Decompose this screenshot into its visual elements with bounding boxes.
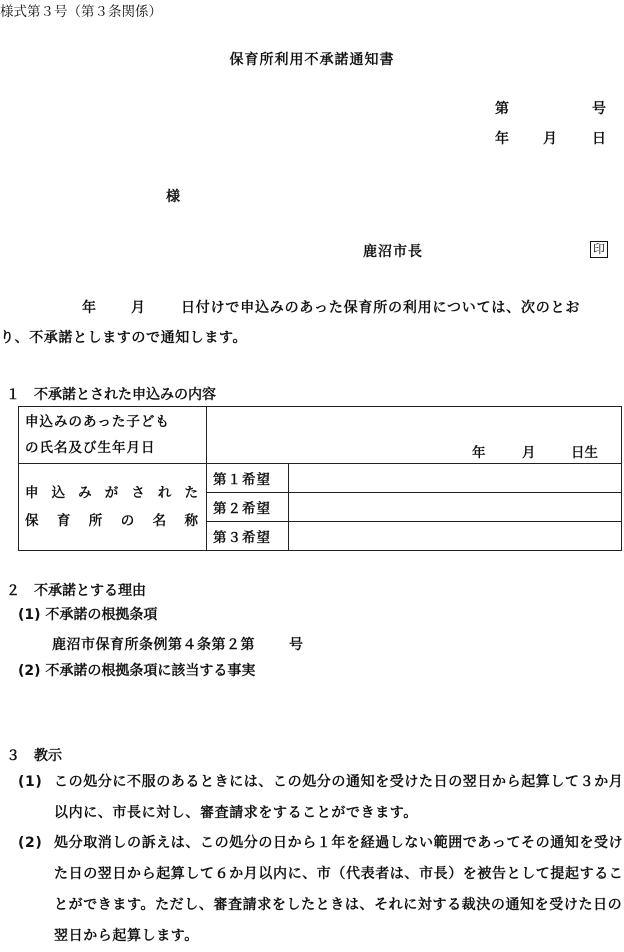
facility-label-line-2: 保育所の名称 [25,513,200,529]
ordinance-suffix: 号 [289,637,304,653]
doc-date-year: 年 [495,131,509,147]
ordinance-prefix: 鹿沼市保育所条例第４条第２第 [52,637,255,653]
document-title: 保育所利用不承諾通知書 [229,52,395,68]
intro-year: 年 [82,300,97,316]
doc-date-month: 月 [543,131,557,147]
preference-2-label: 第２希望 [207,493,289,522]
doc-number-suffix: 号 [592,101,606,117]
child-row [19,407,622,464]
birth-year: 年 [472,445,486,461]
child-label-cell [19,407,207,464]
child-label-line-2: の氏名及び生年月日 [25,440,156,456]
preference-1-label: 第１希望 [207,464,289,493]
addressee-suffix: 様 [166,189,180,205]
intro-line-1 [20,293,624,323]
child-value-cell [207,407,622,464]
issuer-title: 鹿沼市長 [363,244,423,260]
doc-number-prefix: 第 [495,101,509,117]
birth-day: 日生 [571,445,598,461]
form-label: 様式第３号（第３条関係） [0,4,162,20]
notice-item-2-text: 処分取消しの訴えは、この処分の日から１年を経過しない範囲であってその通知を受けた日の翌日から起算して６か月以内に、市（代表者は、市長）を被告として提起することができます。ただし、審査請求をしたときは、それに対する裁決の通知を受けた日の翌日から起算します。 [54,835,624,944]
preference-1-value [289,464,622,493]
notice-item-1-number: (1) [18,774,43,790]
section-3-heading: ３ 教示 [6,748,62,764]
intro-line-2: り、不承諾としますので通知します。 [0,330,248,346]
notice-item-2 [18,828,624,952]
preference-row-1 [19,464,622,493]
doc-date-day: 日 [592,131,606,147]
intro-paragraph [0,293,624,353]
seal-mark [590,241,608,258]
child-label-line-1: 申込みのあった子ども [25,414,170,430]
intro-line-1-rest: 日付けで申込みのあった保育所の利用については、次のとお [181,300,581,316]
preference-3-value [289,522,622,551]
birth-month: 月 [522,445,536,461]
facility-label-cell [19,464,207,551]
preference-3-label: 第３希望 [207,522,289,551]
section-1-heading: １ 不承諾とされた申込みの内容 [6,387,216,403]
notice-item-1 [18,767,624,829]
facility-label-line-1: 申込みがされた [25,485,200,501]
section-2-heading: ２ 不承諾とする理由 [6,583,146,599]
preference-2-value [289,493,622,522]
application-table [18,406,622,551]
notice-item-2-number: (2) [18,835,43,851]
ordinance-reference [52,634,304,654]
notice-item-1-text: この処分に不服のあるときには、この処分の通知を受けた日の翌日から起算して３か月以内に、市長に対し、審査請求をすることができます。 [54,774,624,821]
seal-text: 印 [590,241,608,258]
section-2-item-1: (1) 不承諾の根拠条項 [18,607,158,623]
intro-month: 月 [131,300,146,316]
section-2-item-2: (2) 不承諾の根拠条項に該当する事実 [18,663,256,679]
